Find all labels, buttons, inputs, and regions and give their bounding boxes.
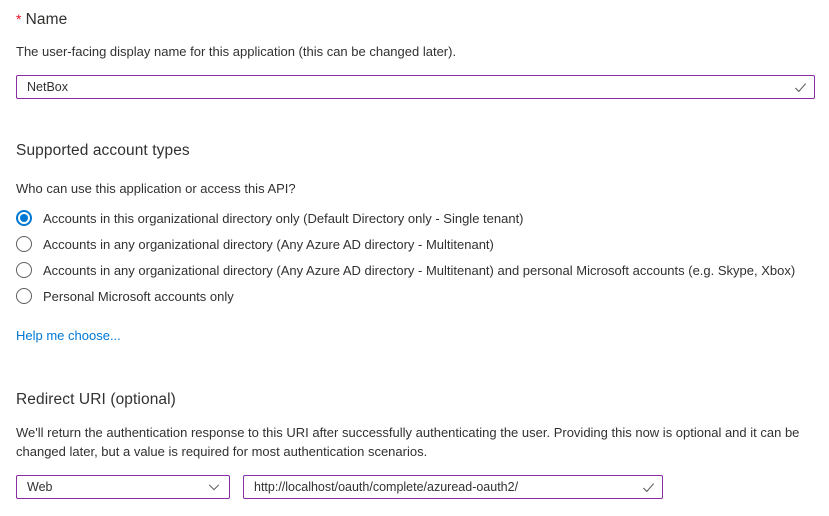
redirect-uri-title: Redirect URI (optional) (16, 391, 176, 408)
radio-option-multitenant-personal[interactable] (16, 257, 795, 283)
account-types-question: Who can use this application or access this API? (16, 181, 296, 196)
platform-select-value: Web (27, 480, 53, 494)
redirect-uri-description-line2: changed later, but a value is required for most authentication scenarios. (16, 444, 428, 459)
redirect-uri-description-line1: We'll return the authentication response to this URI after successfully authenticating the user. Providing this now is optional and it can be (16, 425, 800, 440)
radio-button-icon[interactable] (16, 288, 32, 304)
redirect-uri-input[interactable] (243, 475, 663, 499)
name-description: The user-facing display name for this application (this can be changed later). (16, 44, 457, 59)
platform-select[interactable] (16, 475, 230, 499)
radio-option-label: Personal Microsoft accounts only (43, 288, 234, 304)
supported-account-types-title: Supported account types (16, 142, 190, 159)
redirect-uri-description (16, 423, 821, 461)
help-me-choose-link[interactable]: Help me choose... (16, 328, 121, 343)
account-type-radio-group (16, 205, 795, 309)
radio-option-label: Accounts in this organizational directory only (Default Directory only - Single tenant) (43, 210, 524, 226)
name-title-text: Name (25, 11, 68, 28)
radio-button-icon[interactable] (16, 262, 32, 278)
radio-option-single-tenant[interactable] (16, 205, 795, 231)
radio-option-label: Accounts in any organizational directory (Any Azure AD directory - Multitenant) (43, 236, 494, 252)
chevron-down-icon (207, 480, 221, 494)
required-asterisk: * (16, 11, 22, 27)
radio-button-icon[interactable] (16, 236, 32, 252)
radio-button-icon[interactable] (16, 210, 32, 226)
radio-option-personal-only[interactable] (16, 283, 795, 309)
radio-option-multitenant[interactable] (16, 231, 795, 257)
radio-option-label: Accounts in any organizational directory (Any Azure AD directory - Multitenant) and personal Microsoft accounts (e.g. Skype, Xbox) (43, 262, 796, 278)
app-name-input[interactable] (16, 75, 815, 99)
name-section-title (16, 11, 67, 29)
